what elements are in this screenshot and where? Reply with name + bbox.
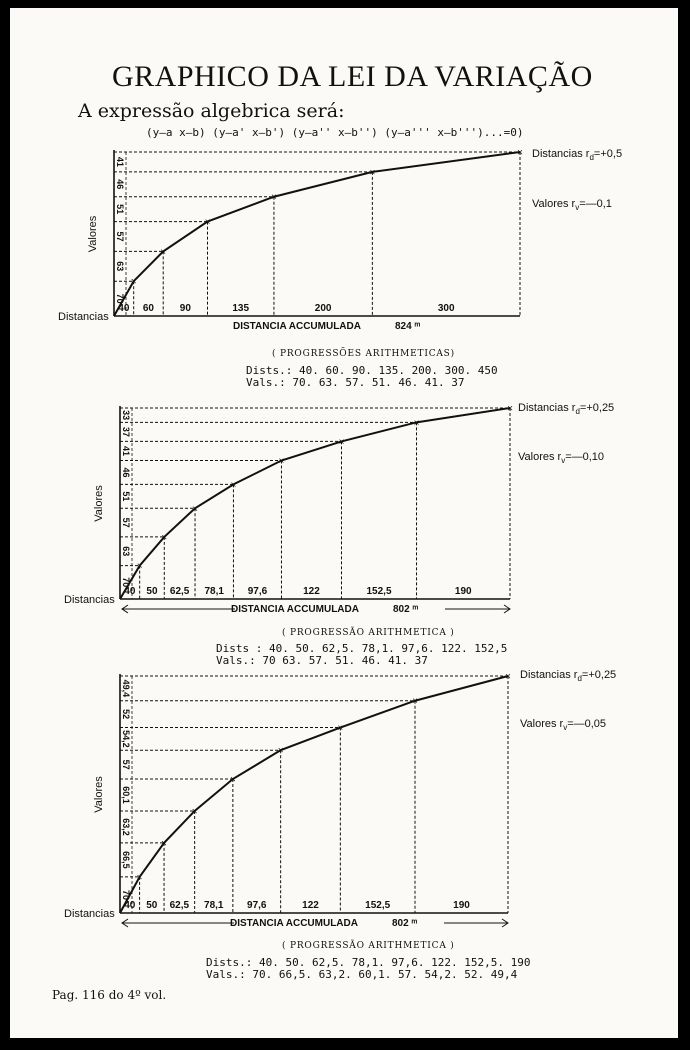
rd-annotation: Distancias $r_d=+0,25$ (518, 402, 615, 416)
page-footer: Pag. 116 do 4º vol. (52, 988, 167, 1002)
distance-label: 97,6 (247, 900, 267, 911)
distance-label: 40 (118, 303, 130, 314)
value-label: 63 (121, 546, 131, 557)
data-point: × (505, 671, 511, 683)
rd-annotation: Distancias $r_d=+0,5$ (532, 148, 623, 162)
data-point: × (338, 436, 345, 448)
value-label: 54,2 (121, 730, 131, 748)
distance-label: 190 (454, 586, 472, 597)
data-point: × (413, 417, 420, 429)
series-line (120, 676, 508, 913)
distance-label: 122 (303, 586, 320, 597)
distance-label: 50 (146, 900, 158, 911)
distance-label: 122 (302, 900, 319, 911)
y-axis-label: Valores (87, 215, 99, 253)
distance-label: 78,1 (204, 586, 224, 597)
value-label: 51 (121, 491, 131, 502)
value-label: 70 (115, 293, 125, 304)
data-point: × (192, 503, 198, 515)
rv-annotation: Valores $r_v=—0,05$ (520, 718, 607, 732)
prog-title-1: ( PROGRESSÕES ARITHMETICAS) (272, 349, 455, 359)
data-point: × (369, 167, 376, 179)
distance-label: 152,5 (365, 900, 391, 911)
rv-annotation: Valores $r_v=—0,1$ (532, 198, 612, 212)
data-point: × (191, 806, 198, 818)
value-label: 33 (121, 410, 131, 421)
value-label: 46 (121, 467, 131, 478)
data-point: × (412, 696, 418, 708)
value-label: 37 (121, 426, 131, 437)
x-axis-label: Distancias (64, 594, 115, 606)
data-point: × (277, 745, 284, 757)
distance-label: 200 (314, 303, 332, 314)
data-point: × (160, 246, 167, 258)
distance-label: 300 (437, 303, 455, 314)
subtitle: A expressão algebrica será: (78, 100, 345, 122)
accumulated-total: 802 ᵐ (393, 604, 419, 615)
value-label: 70 (121, 889, 131, 900)
distance-label: 190 (453, 900, 470, 911)
y-axis-label: Valores (93, 776, 105, 813)
value-label: 63 (115, 261, 125, 272)
distance-label: 90 (179, 303, 191, 314)
value-label: 51 (115, 204, 125, 215)
value-label: 66,5 (121, 851, 131, 869)
distance-label: 135 (232, 303, 250, 314)
value-label: 41 (121, 445, 131, 456)
distance-label: 152,5 (366, 586, 392, 597)
value-label: 52 (121, 709, 131, 720)
data-point: × (204, 217, 211, 229)
data-point: × (337, 723, 344, 735)
data-point: × (229, 774, 236, 786)
prog-title-2: ( PROGRESSÃO ARITHMETICA ) (282, 628, 455, 638)
data-point: × (130, 276, 137, 288)
accumulated-total: 802 ᵐ (392, 918, 418, 929)
accumulated-total: 824 ᵐ (395, 321, 421, 332)
page-title: GRAPHICO DA LEI DA VARIAÇÃO (112, 60, 593, 93)
value-label: 49,4 (121, 679, 131, 698)
accumulated-label: DISTANCIA ACCUMULADA (230, 918, 358, 929)
distance-label: 97,6 (247, 586, 268, 597)
rv-annotation: Valores $r_v=—0,10$ (518, 451, 605, 465)
data-point: × (161, 838, 167, 850)
y-axis-label: Valores (93, 485, 105, 522)
prog-vals-2: Vals.: 70 63. 57. 51. 46. 41. 37 (216, 654, 428, 667)
value-label: 63,2 (121, 818, 131, 836)
prog-vals-1: Vals.: 70. 63. 57. 51. 46. 41. 37 (246, 376, 465, 389)
data-point: × (271, 192, 277, 204)
distance-label: 62,5 (169, 900, 190, 911)
prog-title-3: ( PROGRESSÃO ARITHMETICA ) (282, 941, 455, 951)
x-axis-label: Distancias (58, 311, 109, 323)
distance-label: 40 (124, 900, 136, 911)
distance-label: 60 (142, 303, 155, 314)
value-label: 60,1 (121, 786, 131, 804)
value-label: 41 (115, 156, 125, 167)
value-label: 57 (115, 231, 125, 242)
data-point: × (136, 561, 143, 573)
formula: (y—a x—b) (y—a' x—b') (y—a'' x—b'') (y—a''' x—b''')...=0) (146, 126, 524, 139)
value-label: 57 (121, 759, 131, 770)
prog-dists-2: Dists : 40. 50. 62,5. 78,1. 97,6. 122. 152,5 (216, 642, 508, 655)
prog-dists-3: Dists.: 40. 50. 62,5. 78,1. 97,6. 122. 152,5. 190 (206, 956, 531, 969)
rd-annotation: Distancias $r_d=+0,25$ (520, 669, 617, 683)
value-label: 70 (121, 577, 131, 588)
data-point: × (517, 147, 523, 159)
distance-label: 62,5 (169, 586, 190, 597)
distance-label: 40 (124, 586, 136, 597)
distance-label: 78,1 (204, 900, 224, 911)
accumulated-label: DISTANCIA ACCUMULADA (233, 321, 361, 332)
prog-vals-3: Vals.: 70. 66,5. 63,2. 60,1. 57. 54,2. 52. 49,4 (206, 968, 518, 981)
distance-label: 50 (146, 586, 158, 597)
value-label: 57 (121, 517, 131, 528)
value-label: 46 (115, 179, 125, 190)
prog-dists-1: Dists.: 40. 60. 90. 135. 200. 300. 450 (246, 364, 498, 377)
data-point: × (507, 403, 513, 415)
data-point: × (230, 479, 237, 491)
x-axis-label: Distancias (64, 908, 115, 920)
data-point: × (136, 872, 143, 884)
data-point: × (278, 456, 285, 468)
accumulated-label: DISTANCIA ACCUMULADA (231, 604, 359, 615)
data-point: × (161, 532, 168, 544)
